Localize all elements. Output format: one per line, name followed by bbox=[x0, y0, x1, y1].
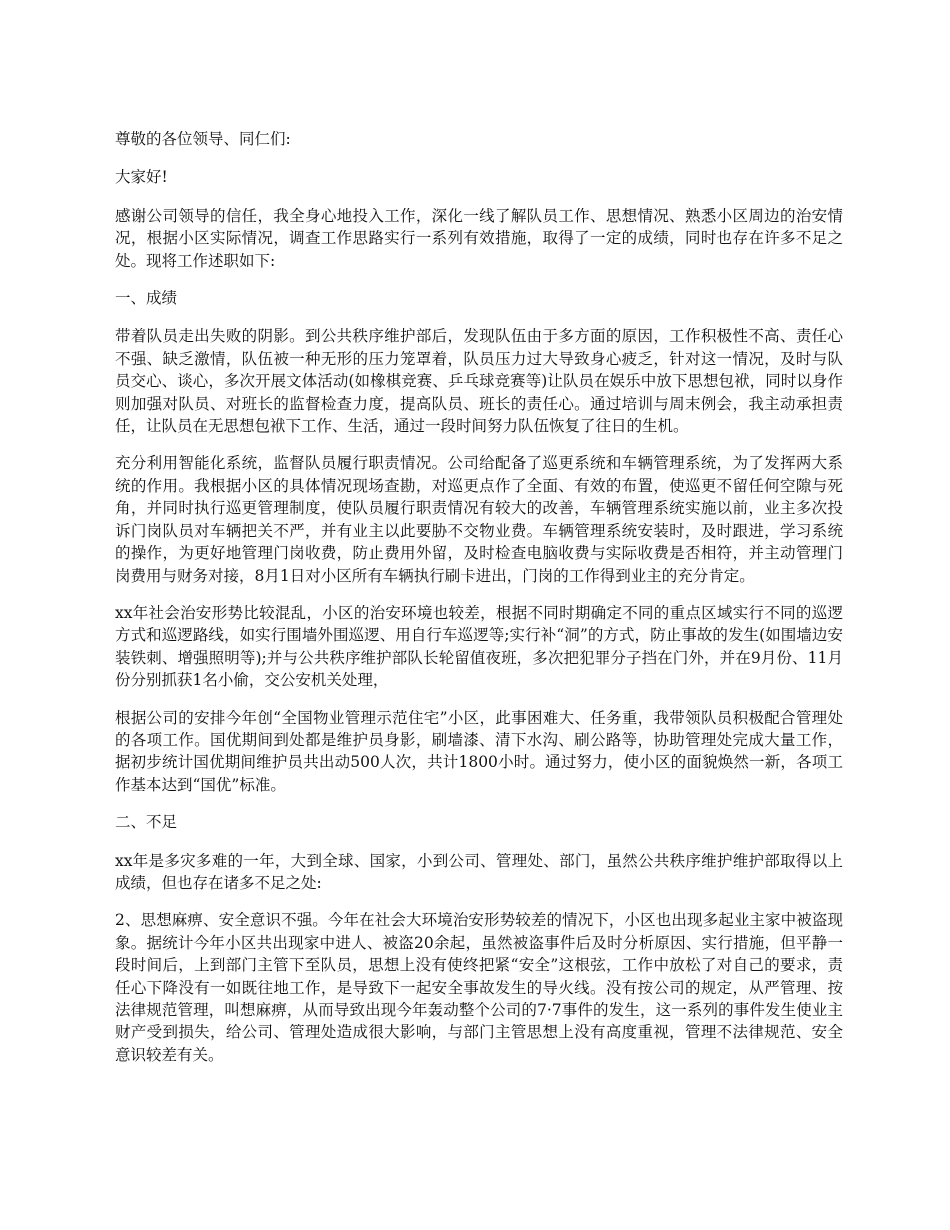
section-heading-achievements: 一、成绩 bbox=[115, 289, 178, 308]
intro-paragraph: 感谢公司领导的信任，我全身心地投入工作，深化一线了解队员工作、思想情况、熟悉小区周边的治安情况，根据小区实际情况，调查工作思路实行一系列有效措施，取得了一定的成绩，同时也存在许多不足之处。现将工作述职如下: bbox=[115, 206, 843, 270]
paragraph-team-morale: 带着队员走出失败的阴影。到公共秩序维护部后，发现队伍由于多方面的原因，工作积极性不高、责任心不强、缺乏激情，队伍被一种无形的压力笼罩着，队员压力过大导致身心疲乏，针对这一情况，及时与队员交心、谈心，多次开展文体活动(如橡棋竞赛、乒乓球竞赛等)让队员在娱乐中放下思想包袱，同时以身作则加强对队员、对班长的监督检查力度，提高队员、班长的责任心。通过培训与周末例会，我主动承担责任，让队员在无思想包袱下工作、生活，通过一段时间努力队伍恢复了往日的生机。 bbox=[115, 327, 843, 436]
paragraph-national-award: 根据公司的安排今年创“全国物业管理示范住宅”小区，此事困难大、任务重，我带领队员积极配合管理处的各项工作。国优期间到处都是维护员身影，刷墙漆、清下水沟、刷公路等，协助管理处完成大量工作，据初步统计国优期间维护员共出动500人次，共计1800小时。通过努力，使小区的面貌焕然一新，各项工作基本达到“国优”标准。 bbox=[115, 708, 843, 794]
paragraph-safety-awareness: 2、思想麻痹、安全意识不强。今年在社会大环境治安形势较差的情况下，小区也出现多起业主家中被盗现象。据统计今年小区共出现家中进人、被盗20余起，虽然被盗事件后及时分析原因、实行措施，但平静一段时间后，上到部门主管下至队员，思想上没有使终把紧“安全”这根弦，工作中放松了对自己的要求，责任心下降没有一如既往地工作，是导致下一起安全事故发生的导火线。没有按公司的规定，从严管理、按法律规范管理，叫想麻痹，从而导致出现今年轰动整个公司的7·7事件的发生，这一系列的事件发生使业主财产受到损失，给公司、管理处造成很大影响，与部门主管思想上没有高度重视，管理不法律规范、安全意识较差有关。 bbox=[115, 911, 843, 1064]
greeting-line: 尊敬的各位领导、同仁们: bbox=[115, 130, 291, 148]
section-heading-shortcomings: 二、不足 bbox=[115, 813, 178, 832]
paragraph-smart-systems: 充分利用智能化系统，监督队员履行职责情况。公司给配备了巡更系统和车辆管理系统，为了发挥两大系统的作用。我根据小区的具体情况现场查勘，对巡更点作了全面、有效的布置，使巡更不留任何空隙与死角，并同时执行巡更管理制度，使队员履行职责情况有较大的改善，车辆管理系统实施以前，业主多次投诉门岗队员对车辆把关不严，并有业主以此要胁不交物业费。车辆管理系统安装时，及时跟进，学习系统的操作，为更好地管理门岗收费，防止费用外留，及时检查电脑收费与实际收费是否相符，并主动管理门岗费用与财务对接，8月1日对小区所有车辆执行刷卡进出，门岗的工作得到业主的充分肯定。 bbox=[115, 454, 843, 585]
paragraph-year-summary: xx年是多灾多难的一年，大到全球、国家，小到公司、管理处、部门，虽然公共秩序维护维护部取得以上成绩，但也存在诸多不足之处: bbox=[115, 851, 843, 892]
paragraph-security-patrol: xx年社会治安形势比较混乱，小区的治安环境也较差，根据不同时期确定不同的重点区域实行不同的巡逻方式和巡逻路线，如实行围墙外围巡逻、用自行车巡逻等;实行补“洞”的方式，防止事故的发生(如围墙边安装铁刺、增强照明等);并与公共秩序维护部队长轮留值夜班，多次把犯罪分子挡在门外，并在9月份、11月份分别抓获1名小偷，交公安机关处理， bbox=[115, 603, 843, 690]
document-body bbox=[115, 128, 843, 1081]
hello-line: 大家好! bbox=[115, 168, 168, 187]
